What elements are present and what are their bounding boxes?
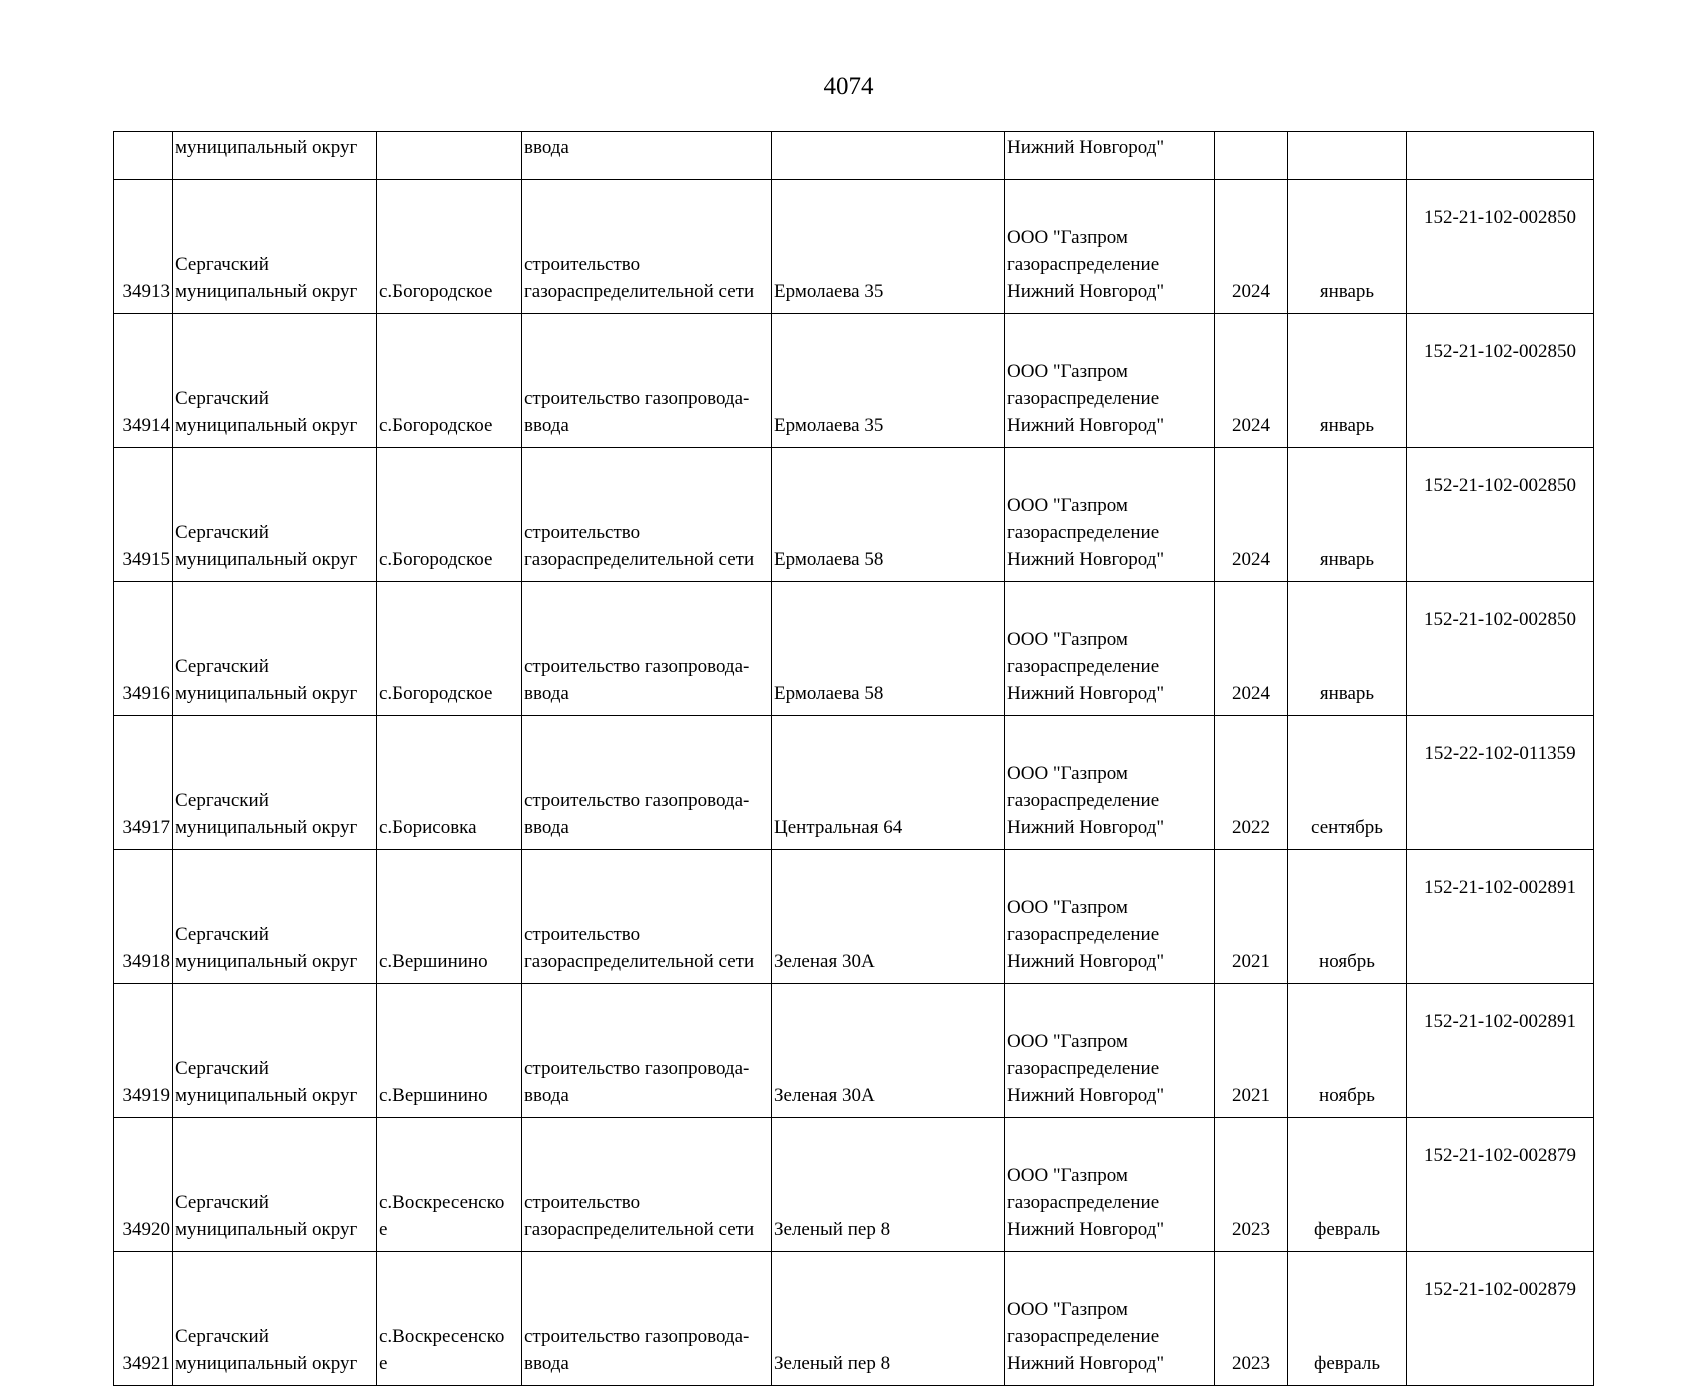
cell-org: Нижний Новгород" — [1005, 132, 1215, 180]
cell-num-text: 34918 — [122, 951, 170, 972]
cell-address-text: Зеленая 30А — [774, 1085, 875, 1106]
cell-district — [173, 1118, 377, 1252]
continuation-row — [114, 132, 1594, 180]
cell-settlement — [377, 984, 522, 1118]
cell-district-text: Сергачский муниципальный округ — [175, 656, 358, 704]
cell-type — [522, 716, 772, 850]
cell-month-text: ноябрь — [1319, 1085, 1375, 1106]
cell-org-text: ООО "Газпром газораспределение Нижний Новгород" — [1007, 1299, 1165, 1374]
cell-month — [1288, 716, 1407, 850]
cell-code — [1407, 180, 1594, 314]
cell-district-text: Сергачский муниципальный округ — [175, 522, 358, 570]
cell-district-text: Сергачский муниципальный округ — [175, 1326, 358, 1374]
cell-address — [772, 716, 1005, 850]
table-row — [114, 582, 1594, 716]
cell-org — [1005, 180, 1215, 314]
cell-num — [114, 716, 173, 850]
cell-org — [1005, 314, 1215, 448]
cell-num-text: 34916 — [122, 683, 170, 704]
cell-settlement — [377, 180, 522, 314]
cell-settlement-text: с.Богородское — [379, 281, 493, 302]
cell-year — [1215, 314, 1288, 448]
cell-org-text: ООО "Газпром газораспределение Нижний Новгород" — [1007, 897, 1165, 972]
cell-code — [1407, 1118, 1594, 1252]
cell-type-text: строительство газораспределительной сети — [524, 1192, 755, 1240]
cell-address-text: Зеленый пер 8 — [774, 1353, 891, 1374]
cell-num — [114, 180, 173, 314]
cell-settlement — [377, 132, 522, 180]
cell-address — [772, 582, 1005, 716]
cell-year — [1215, 180, 1288, 314]
cell-org-text: ООО "Газпром газораспределение Нижний Новгород" — [1007, 227, 1165, 302]
cell-settlement-text: с.Богородское — [379, 683, 493, 704]
cell-settlement — [377, 716, 522, 850]
cell-settlement-text: с.Вершинино — [379, 951, 488, 972]
cell-month-text: ноябрь — [1319, 951, 1375, 972]
cell-type-text: строительство газопровода- ввода — [524, 656, 750, 704]
cell-district-text: Сергачский муниципальный округ — [175, 1058, 358, 1106]
cell-code — [1407, 132, 1594, 180]
cell-month — [1288, 1118, 1407, 1252]
cell-type: ввода — [522, 132, 772, 180]
cell-year-text: 2021 — [1232, 1085, 1270, 1106]
cell-year — [1215, 582, 1288, 716]
cell-org-text: ООО "Газпром газораспределение Нижний Новгород" — [1007, 1165, 1165, 1240]
cell-year — [1215, 448, 1288, 582]
cell-settlement — [377, 1252, 522, 1386]
cell-num — [114, 314, 173, 448]
cell-month — [1288, 1252, 1407, 1386]
cell-type-text: строительство газораспределительной сети — [524, 254, 755, 302]
cell-num — [114, 132, 173, 180]
cell-address — [772, 314, 1005, 448]
cell-settlement-text: с.Воскресенско е — [379, 1326, 505, 1374]
cell-year-text: 2024 — [1232, 415, 1270, 436]
cell-address — [772, 984, 1005, 1118]
cell-type — [522, 314, 772, 448]
cell-district — [173, 1252, 377, 1386]
cell-settlement — [377, 314, 522, 448]
cell-type-text: строительство газопровода- ввода — [524, 790, 750, 838]
cell-address-text: Зеленый пер 8 — [774, 1219, 891, 1240]
table-row — [114, 850, 1594, 984]
table-row — [114, 1252, 1594, 1386]
cell-address-text: Ермолаева 35 — [774, 415, 884, 436]
cell-district-text: Сергачский муниципальный округ — [175, 388, 358, 436]
cell-year-text: 2024 — [1232, 549, 1270, 570]
cell-settlement — [377, 1118, 522, 1252]
cell-month-text: февраль — [1314, 1353, 1380, 1374]
cell-year-text: 2023 — [1232, 1219, 1270, 1240]
cell-year — [1215, 1252, 1288, 1386]
cell-month — [1288, 180, 1407, 314]
cell-type — [522, 582, 772, 716]
cell-address-text: Ермолаева 58 — [774, 683, 884, 704]
cell-num — [114, 582, 173, 716]
cell-code-text: 152-22-102-011359 — [1424, 743, 1576, 764]
table-row — [114, 984, 1594, 1118]
cell-type-text: строительство газопровода- ввода — [524, 388, 750, 436]
cell-settlement-text: с.Воскресенско е — [379, 1192, 505, 1240]
cell-type — [522, 850, 772, 984]
cell-code-text: 152-21-102-002850 — [1424, 475, 1576, 496]
cell-num-text: 34917 — [122, 817, 170, 838]
cell-month-text: сентябрь — [1311, 817, 1383, 838]
cell-month — [1288, 314, 1407, 448]
cell-month — [1288, 984, 1407, 1118]
cell-num — [114, 850, 173, 984]
cell-code — [1407, 1252, 1594, 1386]
cell-month — [1288, 448, 1407, 582]
cell-type-text: строительство газораспределительной сети — [524, 522, 755, 570]
cell-year — [1215, 984, 1288, 1118]
cell-district — [173, 448, 377, 582]
cell-address-text: Ермолаева 35 — [774, 281, 884, 302]
cell-year-text: 2022 — [1232, 817, 1270, 838]
cell-district — [173, 180, 377, 314]
cell-num-text: 34913 — [122, 281, 170, 302]
cell-org-text: ООО "Газпром газораспределение Нижний Новгород" — [1007, 361, 1165, 436]
cell-settlement-text: с.Борисовка — [379, 817, 477, 838]
cell-org — [1005, 1252, 1215, 1386]
cell-year-text: 2023 — [1232, 1353, 1270, 1374]
cell-address — [772, 180, 1005, 314]
cell-address-text: Зеленая 30А — [774, 951, 875, 972]
cell-district — [173, 850, 377, 984]
cell-type-text: строительство газопровода- ввода — [524, 1058, 750, 1106]
cell-code — [1407, 984, 1594, 1118]
cell-num-text: 34920 — [122, 1219, 170, 1240]
page-number: 4074 — [823, 73, 874, 100]
cell-org-text: ООО "Газпром газораспределение Нижний Новгород" — [1007, 495, 1165, 570]
cell-year — [1215, 1118, 1288, 1252]
cell-code-text: 152-21-102-002879 — [1424, 1145, 1576, 1166]
cell-num-text: 34915 — [122, 549, 170, 570]
table-row — [114, 448, 1594, 582]
cell-district — [173, 582, 377, 716]
cell-org — [1005, 448, 1215, 582]
cell-year — [1215, 132, 1288, 180]
cell-address-text: Центральная 64 — [774, 817, 903, 838]
cell-num-text: 34919 — [122, 1085, 170, 1106]
cell-district — [173, 984, 377, 1118]
cell-month — [1288, 132, 1407, 180]
cell-settlement — [377, 582, 522, 716]
cell-code-text: 152-21-102-002850 — [1424, 207, 1576, 228]
cell-address — [772, 1252, 1005, 1386]
cell-num-text: 34921 — [122, 1353, 170, 1374]
cell-settlement — [377, 448, 522, 582]
cell-code-text: 152-21-102-002879 — [1424, 1279, 1576, 1300]
cell-address — [772, 850, 1005, 984]
cell-num — [114, 1118, 173, 1252]
cell-code-text: 152-21-102-002891 — [1424, 877, 1576, 898]
cell-org — [1005, 1118, 1215, 1252]
cell-district-text: Сергачский муниципальный округ — [175, 254, 358, 302]
cell-year-text: 2021 — [1232, 951, 1270, 972]
cell-address-text: Ермолаева 58 — [774, 549, 884, 570]
registry-table — [113, 131, 1594, 1386]
cell-org — [1005, 850, 1215, 984]
cell-district — [173, 314, 377, 448]
cell-type — [522, 1252, 772, 1386]
cell-type-text: строительство газораспределительной сети — [524, 924, 755, 972]
cell-address — [772, 448, 1005, 582]
cell-code — [1407, 716, 1594, 850]
cell-code-text: 152-21-102-002891 — [1424, 1011, 1576, 1032]
cell-district-text: Сергачский муниципальный округ — [175, 924, 358, 972]
cell-type — [522, 448, 772, 582]
cell-org-text: ООО "Газпром газораспределение Нижний Новгород" — [1007, 1031, 1165, 1106]
cell-year-text: 2024 — [1232, 281, 1270, 302]
cell-num — [114, 1252, 173, 1386]
cell-org-text: ООО "Газпром газораспределение Нижний Новгород" — [1007, 629, 1165, 704]
cell-settlement — [377, 850, 522, 984]
cell-org — [1005, 716, 1215, 850]
cell-org — [1005, 582, 1215, 716]
cell-settlement-text: с.Богородское — [379, 415, 493, 436]
cell-district-text: Сергачский муниципальный округ — [175, 1192, 358, 1240]
cell-type-text: строительство газопровода- ввода — [524, 1326, 750, 1374]
cell-code-text: 152-21-102-002850 — [1424, 609, 1576, 630]
table-row — [114, 314, 1594, 448]
cell-month-text: январь — [1319, 683, 1375, 704]
cell-month-text: январь — [1319, 415, 1375, 436]
cell-district — [173, 716, 377, 850]
cell-address — [772, 1118, 1005, 1252]
cell-code-text: 152-21-102-002850 — [1424, 341, 1576, 362]
cell-num — [114, 448, 173, 582]
cell-year-text: 2024 — [1232, 683, 1270, 704]
cell-settlement-text: с.Богородское — [379, 549, 493, 570]
cell-code — [1407, 448, 1594, 582]
cell-type — [522, 984, 772, 1118]
cell-district: муниципальный округ — [173, 132, 377, 180]
cell-year — [1215, 850, 1288, 984]
cell-year — [1215, 716, 1288, 850]
cell-code — [1407, 582, 1594, 716]
cell-month-text: январь — [1319, 549, 1375, 570]
cell-settlement-text: с.Вершинино — [379, 1085, 488, 1106]
cell-month-text: февраль — [1314, 1219, 1380, 1240]
cell-num-text: 34914 — [122, 415, 170, 436]
cell-org-text: ООО "Газпром газораспределение Нижний Новгород" — [1007, 763, 1165, 838]
cell-month-text: январь — [1319, 281, 1375, 302]
cell-num — [114, 984, 173, 1118]
cell-code — [1407, 850, 1594, 984]
table-body — [114, 132, 1594, 1386]
cell-org — [1005, 984, 1215, 1118]
cell-address — [772, 132, 1005, 180]
table-row — [114, 180, 1594, 314]
cell-type — [522, 1118, 772, 1252]
table-row — [114, 1118, 1594, 1252]
cell-code — [1407, 314, 1594, 448]
cell-month — [1288, 850, 1407, 984]
cell-district-text: Сергачский муниципальный округ — [175, 790, 358, 838]
table-row — [114, 716, 1594, 850]
cell-month — [1288, 582, 1407, 716]
cell-type — [522, 180, 772, 314]
